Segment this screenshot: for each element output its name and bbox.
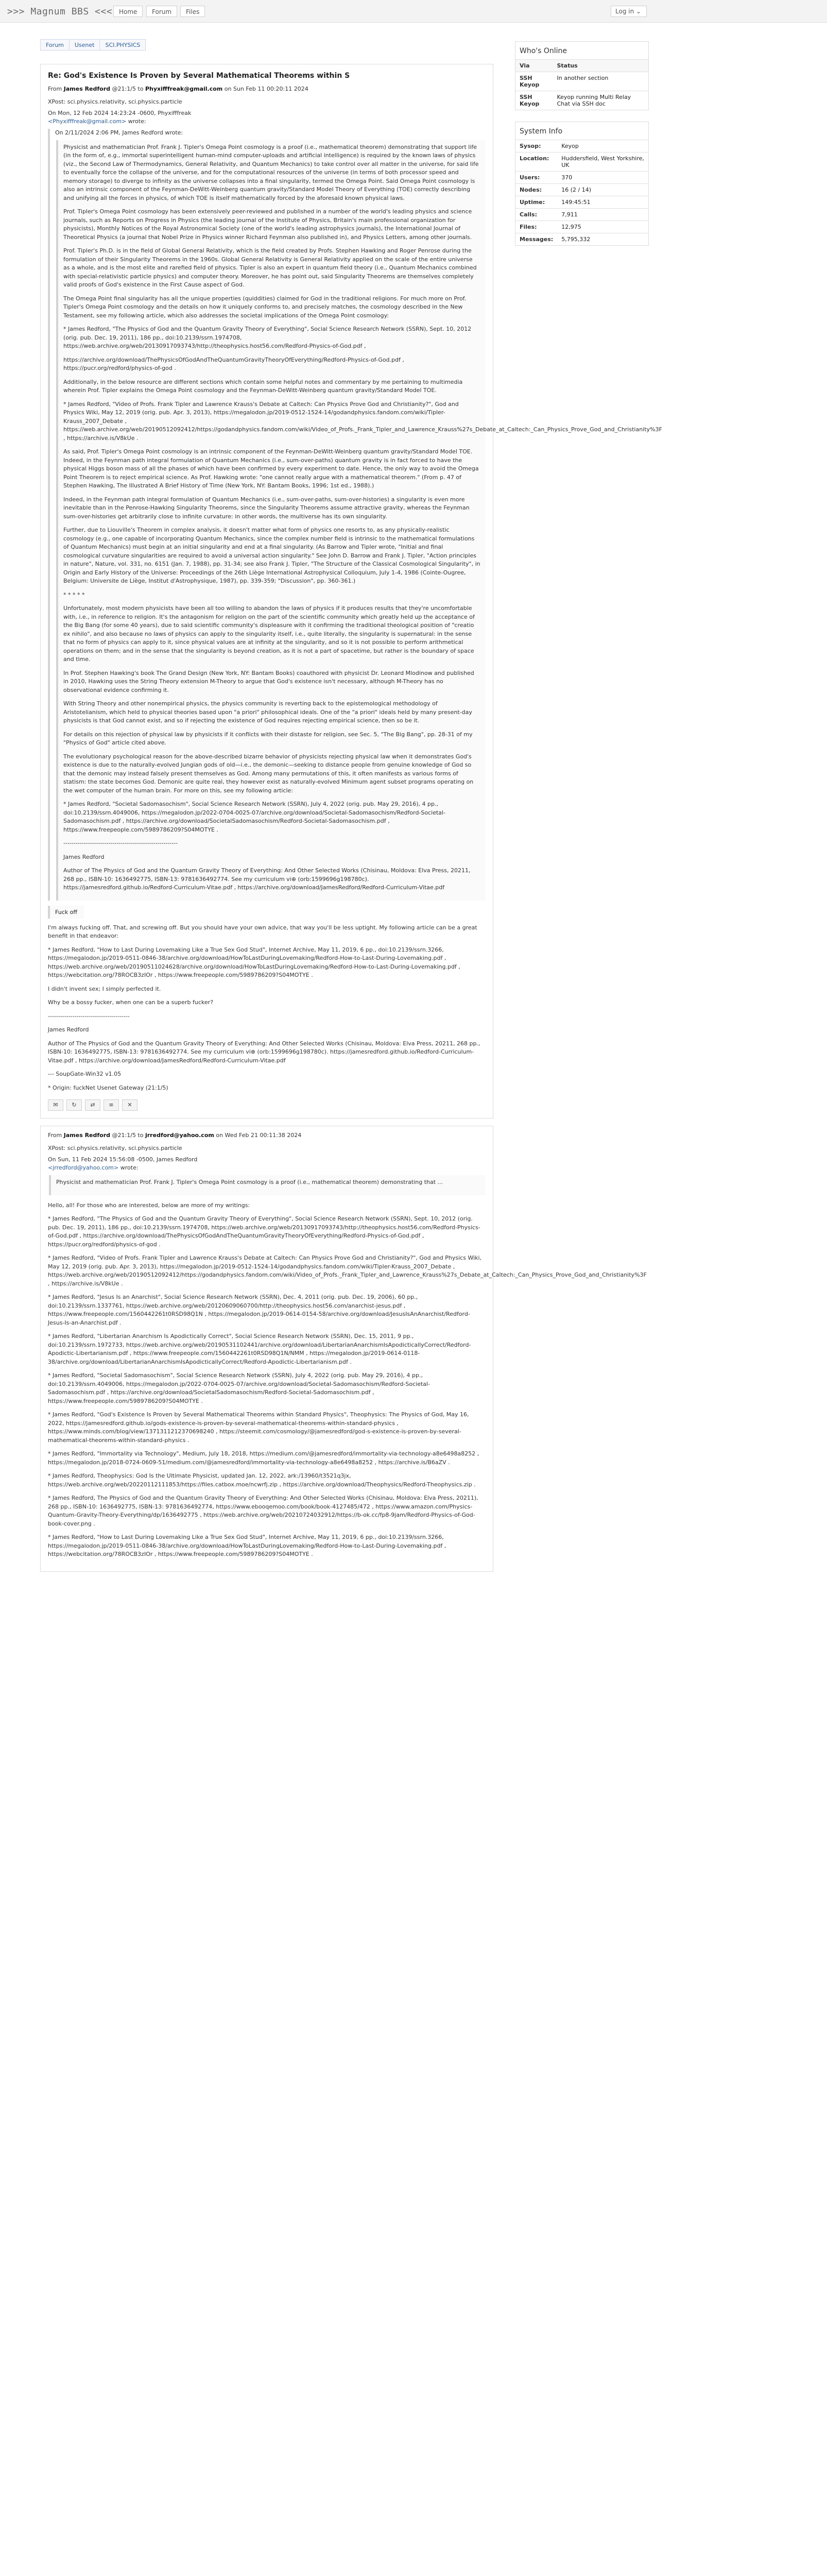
system-info-panel bbox=[515, 122, 649, 246]
delete-icon[interactable]: ✕ bbox=[122, 1099, 137, 1111]
table-row bbox=[515, 152, 648, 172]
quoted-link[interactable]: https://archive.org/download/ThePhysicsOfGodAndTheQuantumGravityTheoryOfEverything/Redford-Physics-of-God.pdf , https://pucr.org/redford/physics-of-god . bbox=[63, 356, 404, 372]
table-row bbox=[515, 184, 648, 196]
body-paragraph: * James Redford, "How to Last During Lovemaking Like a True Sex God Stud", Internet Archive, May 11, 2019, 6 pp., doi:10.2139/ssrn.3266, https://megalodon.jp/2019-0511-0846-38/archive.org/download/HowToLastDuringLovemaking/Redford-How-to-Last-During-Lovemaking.pdf , https://webcitation.org/78ROCB3zIOr , https://www.freepeople.com/5989786209?S04MOTYE . bbox=[48, 1534, 446, 1558]
breadcrumb-sci-physics[interactable]: SCI.PHYSICS bbox=[100, 39, 146, 50]
quoted-paragraph: In Prof. Stephen Hawking's book The Grand Design (New York, NY: Bantam Books) coauthored with physicist Dr. Leonard Mlodinow and published in 2010, Hawking uses the String Theory extension M-Theory to argue that God's existence isn't necessary, although M-Theory has no observational evidence confirming it. bbox=[63, 669, 474, 693]
quoted-sig-name: James Redford bbox=[63, 853, 105, 860]
crosspost-groups: XPost: sci.physics.relativity, sci.physics.particle bbox=[48, 1145, 182, 1152]
quoted-separator: * * * * * bbox=[63, 591, 85, 598]
login-button[interactable]: Log in ⌄ bbox=[611, 6, 647, 17]
info-key: Location: bbox=[515, 152, 557, 172]
quoted-paragraph: Further, due to Liouville's Theorem in complex analysis, it doesn't matter what form of physics one resorts to, as any physically-realistic cosmology (e.g., one capable of incorporating Quantum Mechanics, since the complex number field is intrinsic to the mathematical formulations of Quantum Mechanics) must begin at an initial singularity and end at a final singularity. (As Barrow and Tipler wrote, "Initial and final cosmological curvature singularities are required to avoid a universal action singularity." See John D. Barrow and Frank J. Tipler, "Action principles in nature", Nature, vol. 331, no. 6151 (Jan. 7, 1988), pp. 31-34; see also Frank J. Tipler, "The Structure of the Classical Cosmological Singularity", in Origin and Early History of the Universe: Proceedings of the 26th Liège International Astrophysical Colloquium, July 1-4, 1986 (Cointe-Ougree, Belgium: Universite de Liège, Institut d'Astrophysique, 1987), pp. 339-359; "Discussion", pp. 360-361.) bbox=[63, 527, 480, 585]
breadcrumb-usenet[interactable]: Usenet bbox=[70, 39, 100, 50]
via-cell: SSH Keyop bbox=[515, 91, 553, 110]
whos-online-table bbox=[515, 59, 648, 110]
info-key: Calls: bbox=[515, 209, 557, 221]
quoted-sig-text: Author of The Physics of God and the Quantum Gravity Theory of Everything: And Other Selected Works (Chisinau, Moldova: Elva Press, 20211, 268 pp., ISBN-10: 1636492775, ISBN-13: 9781636492774. See my curriculum vi⊕ (orb:1599696g198780c). https://jamesredford.github.io/Redford-Curriculum-Vitae.pdf , https://archive.org/download/JamesRedford/Redford-Curriculum-Vitae.pdf bbox=[63, 867, 471, 891]
quoted-paragraph: Unfortunately, most modern physicists have been all too willing to abandon the laws of physics if it produces results that they're uncomfortable with, i.e., in reference to religion. It's the antagonism for religion on the part of the scientific community which greatly held up the acceptance of the Big Bang (for some 40 years), due to said scientific community's displeasure with it confirming the traditional theological position of "creatio ex nihilo", and also because no laws of physics can apply to the singularity itself, i.e., quite literally, the singularity is supernatural: in the sense that no form of physics can apply to it, since physical values are at infinity at the singularity, and so it is not possible to perform arithmetical operations on them; and in the sense that the singularity is beyond creation, as it is not a part of spacetime, but rather is the boundary of space and time. bbox=[63, 605, 475, 663]
signature-separator: ---------------------------------------- bbox=[48, 1012, 130, 1020]
body-paragraph: * James Redford, "Immortality via Technology", Medium, July 18, 2018, https://medium.com/@jamesredford/immortality-via-technology-a8e6498a8252 , https://megalodon.jp/2018-0724-0609-51/medium.com/@jamesredford/immortality-via-technology-a8e6498a8252 , https://archive.is/B6aZV . bbox=[48, 1450, 479, 1466]
table-row bbox=[515, 91, 648, 110]
post-header bbox=[48, 85, 486, 93]
quoted-paragraph: Additionally, in the below resource are different sections which contain some helpful notes and commentary by me pertaining to multimedia wherein Prof. Tipler explains the Omega Point cosmology and the Feynman-DeWitt-Weinberg quantum gravity/Standard Model TOE. bbox=[63, 378, 463, 394]
signature-text: Author of The Physics of God and the Quantum Gravity Theory of Everything: And Other Selected Works (Chisinau, Moldova: Elva Press, 20211, 268 pp., ISBN-10: 1636492775, ISBN-13: 9781636492774. See my curriculum vi⊕ (orb:1599696g198780c). https://jamesredford.github.io/Redford-Curriculum-Vitae.pdf , https://archive.org/download/JamesRedford/Redford-Curriculum-Vitae.pdf bbox=[48, 1040, 480, 1064]
breadcrumb-forum[interactable]: Forum bbox=[40, 39, 70, 50]
sidebar bbox=[515, 41, 649, 257]
attribution-end: wrote: bbox=[128, 117, 146, 125]
info-value: 16 (2 / 14) bbox=[557, 184, 648, 196]
table-row bbox=[515, 140, 648, 152]
quoted-paragraph: Indeed, in the Feynman path integral formulation of Quantum Mechanics (i.e., sum-over-paths, sum-over-histories) a singularity is even more inevitable than in the Penrose-Hawking Singularity Theorems, since the Singularity Theorems assume attractive gravity, whereas the Feynman sum-over-histories get arbitrarily close to infinite curvature: in other words, the multiverse has its own singularity. bbox=[63, 496, 470, 520]
col-via: Via bbox=[515, 60, 553, 72]
author-name[interactable]: James Redford bbox=[63, 86, 111, 92]
reply-icon[interactable]: ✉ bbox=[48, 1099, 63, 1111]
quoted-paragraph: With String Theory and other nonempirical physics, the physics community is reverting back to the epistemological methodology of Aristotelianism, which held to physical theories based upon "a priori" philosophical ideals. One of the "a priori" ideals held by many present-day physicists is that God cannot exist, and so if rejecting the existence of God requires rejecting empirical science, then so be it. bbox=[63, 700, 472, 724]
body-paragraph: * James Redford, "The Physics of God and the Quantum Gravity Theory of Everything", Social Science Research Network (SSRN), Sept. 10, 2012 (orig. pub. Dec. 19, 2011), 186 pp., doi:10.2139/ssrn.1974708, https://web.archive.org/web/20130917093743/http://theophysics.host56.com/Redford-Physics-of-God.pdf , https://archive.org/download/ThePhysicsOfGodAndTheQuantumGravityTheoryOfEverything/Redford-Physics-of-God.pdf , https://pucr.org/redford/physics-of-god . bbox=[48, 1215, 480, 1248]
quoted-reply: Fuck off bbox=[48, 906, 84, 919]
quoted-paragraph: The evolutionary psychological reason for the above-described bizarre behavior of physicists rejecting physical law when it demonstrates God's existence is due to the naturally-evolved Jungian gods of old—i.e., the demonic—seeking to distance people from genuine knowledge of God so that the demonic may instead falsely present themselves as God. Among many permutations of this, it often manifests as various forms of statism: the state becomes God. Demonic are quite real, they however exist as naturally-evolved Minimum agent subset programs operating on the wet computer of the human brain. For more on this, see my following article: bbox=[63, 753, 474, 794]
tearline: --- SoupGate-Win32 v1.05 bbox=[48, 1071, 122, 1078]
body-paragraph: * James Redford, "Societal Sadomasochism", Social Science Research Network (SSRN), July 4, 2022 (orig. pub. May 29, 2016), 4 pp., doi:10.2139/ssrn.4049006, https://megalodon.jp/2022-0704-0025-07/archive.org/download/Societal-Sadomasochism/Redford-Societal-Sadomasochism.pdf , https://archive.org/download/SocietalSadomasochism/Redford-Societal-Sadomasochism.pdf , https://www.freepeople.com/5989786209?S04MOTYE . bbox=[48, 1372, 430, 1404]
attribution-text: On Sun, 11 Feb 2024 15:56:08 -0500, James Redford bbox=[48, 1156, 198, 1163]
body-paragraph: Hello, all! For those who are interested, below are more of my writings: bbox=[48, 1201, 250, 1209]
nav-files[interactable]: Files bbox=[180, 6, 205, 17]
attribution-end: wrote: bbox=[120, 1164, 139, 1172]
info-value: 7,911 bbox=[557, 209, 648, 221]
breadcrumb bbox=[40, 39, 146, 50]
body-paragraph: * James Redford, "Libertarian Anarchism Is Apodictically Correct", Social Science Research Network (SSRN), Dec. 15, 2011, 9 pp., doi:10.2139/ssrn.1972733, https://web.archive.org/web/20190531102441/archive.org/download/LibertarianAnarchismIsApodicticallyCorrect/Redford-Apodictic-Libertarianism.pdf , https://www.freepeople.com/1560442261t0RSD98Q1N/NMM , https://megalodon.jp/2019-0614-0118-38/archive.org/download/LibertarianAnarchismIsApodicticallyCorrect/Redford-Apodictic-Libertarianism.pdf . bbox=[48, 1333, 471, 1365]
info-value: 12,975 bbox=[557, 221, 648, 233]
quoted-paragraph: Physicist and mathematician Prof. Frank J. Tipler's Omega Point cosmology is a proof (i.e., mathematical theorem) demonstrating that ... bbox=[56, 1179, 443, 1186]
origin-line: * Origin: fuckNet Usenet Gateway (21:1/5) bbox=[48, 1084, 168, 1091]
table-row bbox=[515, 172, 648, 184]
body-paragraph: * James Redford, Theophysics: God Is the Ultimate Physicist, updated Jan. 12, 2022, ark:/13960/t3521q3jx, https://web.archive.org/web/20220112111853/https://files.catbox.moe/ncwrfj.zip , https://archive.org/download/Theophysics/Redford-Theophysics.zip . bbox=[48, 1472, 476, 1488]
body-paragraph: * James Redford, "How to Last During Lovemaking Like a True Sex God Stud", Internet Archive, May 11, 2019, 6 pp., doi:10.2139/ssrn.3266, https://megalodon.jp/2019-0511-0846-38/archive.org/download/HowToLastDuringLovemaking/Redford-How-to-Last-During-Lovemaking.pdf , https://web.archive.org/web/20190511024628/archive.org/download/HowToLastDuringLovemaking/Redford-How-to-Last-During-Lovemaking.pdf , https://webcitation.org/78ROCB3zIOr , https://www.freepeople.com/5989786209?S04MOTYE . bbox=[48, 946, 460, 979]
post-title: Re: God's Existence Is Proven by Several Mathematical Theorems within S bbox=[48, 72, 350, 80]
attribution-text: On Mon, 12 Feb 2024 14:23:24 -0600, Phyxifffreak bbox=[48, 109, 192, 116]
col-status: Status bbox=[553, 60, 648, 72]
system-info-table bbox=[515, 140, 648, 245]
post-date: on Sun Feb 11 00:20:11 2024 bbox=[224, 86, 308, 92]
post-date: on Wed Feb 21 00:11:38 2024 bbox=[216, 1132, 302, 1139]
body-paragraph: I didn't invent sex; I simply perfected it. bbox=[48, 985, 161, 992]
quote-attribution bbox=[48, 1156, 486, 1172]
info-value: Huddersfield, West Yorkshire, UK bbox=[557, 152, 648, 172]
system-info-title: System Info bbox=[520, 127, 563, 135]
body-paragraph: * James Redford, "God's Existence Is Proven by Several Mathematical Theorems within Standard Physics", Theophysics: The Physics of God, May 16, 2022, https://jamesredford.github.io/gods-existence-is-proven-by-several-mathematical-theorems-within-standard-physics , https://www.minds.com/blog/view/1371311212370698240 , https://steemit.com/cosmology/@jamesredford/god-s-existence-is-proven-by-several-mathematical-theorems-within-standard-physics . bbox=[48, 1411, 469, 1444]
quoted-paragraph: * James Redford, "Video of Profs. Frank Tipler and Lawrence Krauss's Debate at Caltech: Can Physics Prove God and Christianity?", God and Physics Wiki, May 12, 2019 (orig. pub. Apr. 3, 2013), https://megalodon.jp/2019-0512-1524-14/godandphysics.fandom.com/wiki/Tipler-Krauss_2007_Debate , https://web.archive.org/web/20190512092412/https://godandphysics.fandom.com/wiki/Video_of_Profs._Frank_Tipler_and_Lawrence_Krauss%27s_Debate_at_Caltech:_Can_Physics_Prove_God_and_Christianity%3F , https://archive.is/V8kUe . bbox=[63, 400, 662, 442]
body-paragraph: * James Redford, "Video of Profs. Frank Tipler and Lawrence Krauss's Debate at Caltech: Can Physics Prove God and Christianity?", God and Physics Wiki, May 12, 2019 (orig. pub. Apr. 3, 2013), https://megalodon.jp/2019-0512-1524-14/godandphysics.fandom.com/wiki/Tipler-Krauss_2007_Debate , https://web.archive.org/web/20190512092412/https://godandphysics.fandom.com/wiki/Video_of_Profs._Frank_Tipler_and_Lawrence_Krauss%27s_Debate_at_Caltech:_Can_Physics_Prove_God_and_Christianity%3F , https://archive.is/V8kUe . bbox=[48, 1255, 647, 1287]
table-row bbox=[515, 72, 648, 91]
table-row bbox=[515, 196, 648, 209]
info-key: Users: bbox=[515, 172, 557, 184]
table-row bbox=[515, 233, 648, 246]
info-key: Sysop: bbox=[515, 140, 557, 152]
top-bar bbox=[0, 0, 827, 23]
body-paragraph: Why be a bossy fucker, when one can be a superb fucker? bbox=[48, 999, 214, 1006]
author-address: @21:1/5 to bbox=[112, 86, 144, 92]
nav-forum[interactable]: Forum bbox=[146, 6, 177, 17]
menu-icon[interactable]: ≡ bbox=[104, 1099, 119, 1111]
status-cell: Keyop running Multi Relay Chat via SSH doc bbox=[553, 91, 648, 110]
info-key: Uptime: bbox=[515, 196, 557, 209]
quoted-paragraph: The Omega Point final singularity has all the unique properties (quiddities) claimed for God in the traditional religions. For much more on Prof. Tipler's Omega Point cosmology and the details on how it uniquely conforms to, and precisely matches, the cosmology described in the New Testament, see my following article, which also addresses the societal implications of the Omega Point cosmology: bbox=[63, 295, 467, 319]
info-value: 5,795,332 bbox=[557, 233, 648, 246]
body-paragraph: * James Redford, "Jesus Is an Anarchist", Social Science Research Network (SSRN), Dec. 4, 2011 (orig. pub. Dec. 19, 2006), 60 pp., doi:10.2139/ssrn.1337761, https://web.archive.org/web/20120609060700/http://theophysics.host56.com/anarchist-jesus.pdf , https://www.freepeople.com/1560442261t0RSD98Q1N , https://megalodon.jp/2019-0614-0154-58/archive.org/download/JesusIsAnAnarchist/Redford-Jesus-Is-an-Anarchist.pdf . bbox=[48, 1294, 470, 1326]
post-2 bbox=[40, 1126, 647, 1571]
table-row bbox=[515, 221, 648, 233]
quoted-sig-separator: -------------------------------------------------------- bbox=[63, 840, 178, 847]
quoted-paragraph: * James Redford, "Societal Sadomasochism", Social Science Research Network (SSRN), July 4, 2022 (orig. pub. May 29, 2016), 4 pp., doi:10.2139/ssrn.4049006, https://megalodon.jp/2022-0704-0025-07/archive.org/download/Societal-Sadomasochism/Redford-Societal-Sadomasochism.pdf , https://archive.org/download/SocietalSadomasochism/Redford-Societal-Sadomasochism.pdf , https://www.freepeople.com/5989786209?S04MOTYE . bbox=[63, 801, 446, 833]
recipient-name[interactable]: Phyxifffreak@gmail.com bbox=[145, 86, 223, 92]
inner-attribution: On 2/11/2024 2:06 PM, James Redford wrote: bbox=[55, 129, 183, 136]
from-label: From bbox=[48, 86, 62, 92]
whos-online-panel bbox=[515, 41, 649, 110]
status-cell: In another section bbox=[553, 72, 648, 91]
crosspost-groups: XPost: sci.physics.relativity, sci.physics.particle bbox=[48, 98, 182, 105]
body-paragraph: * James Redford, The Physics of God and the Quantum Gravity Theory of Everything: And Other Selected Works (Chisinau, Moldova: Elva Press, 20211), 268 pp., ISBN-10: 1636492775, ISBN-13: 9781636492774, https://www.ebooqemoo.com/book/book-4127485/472 , https://www.amazon.com/Physics-Quantum-Gravity-Theory-Everything/dp/1636492775 , https://web.archive.org/web/20210724032912/https://b-ok.cc/fp8-9jam/Redford-Physics-of-God-book-cover.png . bbox=[48, 1495, 478, 1527]
info-key: Nodes: bbox=[515, 184, 557, 196]
via-cell: SSH Keyop bbox=[515, 72, 553, 91]
post-toolbar bbox=[48, 1099, 486, 1111]
post-header bbox=[48, 1131, 486, 1140]
whos-online-title: Who's Online bbox=[520, 47, 567, 55]
author-name[interactable]: James Redford bbox=[63, 1132, 111, 1139]
recipient-name[interactable]: jrredford@yahoo.com bbox=[145, 1132, 214, 1139]
site-brand[interactable]: >>> Magnum BBS <<< bbox=[7, 6, 113, 17]
attribution-email[interactable]: <jrredford@yahoo.com> bbox=[48, 1164, 119, 1172]
info-key: Messages: bbox=[515, 233, 557, 246]
attribution-email[interactable]: <Phyxifffreak@gmail.com> bbox=[48, 117, 127, 125]
quoted-message bbox=[49, 1175, 486, 1195]
nav-home[interactable]: Home bbox=[113, 6, 143, 17]
signature-name: James Redford bbox=[48, 1026, 89, 1033]
quoted-paragraph: Prof. Tipler's Ph.D. is in the field of Global General Relativity, which is the field created by Profs. Stephen Hawking and Roger Penrose during the formulation of their Singularity Theorems in the 1960s. Global General Relativity is General Relativity applied on the scale of the entire universe as a whole, and is the most elite and rarefied field of physics. Tipler is also an expert in quantum field theory (i.e., Quantum Mechanics combined with special-relativistic particle physics) and computer theory. Moreover, he has point out, said Singularity Theorems are themselves completely valid proofs of God's existence in the First Cause aspect of God. bbox=[63, 247, 477, 289]
quoted-paragraph: Physicist and mathematician Prof. Frank J. Tipler's Omega Point cosmology is a proof (i.e., mathematical theorem) demonstrating that support life (in the form of, e.g., immortal superintelligent human-mind computer-uploads and artificial intelligence) is required by the known laws of physics (viz., the Second Law of Thermodynamics, General Relativity, and Quantum Mechanics) to take control over all matter in the universe, for said life to eventually force the collapse of the universe, and for the computational resources of the universe (in terms of both processor speed and memory storage) to diverge to infinity as the universe collapses into a final singularity, termed the Omega Point. Said Omega Point cosmology is also an intrinsic component of the Feynman-DeWitt-Weinberg quantum gravity/Standard Model Theory of Everything (TOE) correctly describing and unifying all the forces in physics, of which TOE is itself mathematically forced by the aforesaid known physical laws. bbox=[63, 143, 479, 201]
info-key: Files: bbox=[515, 221, 557, 233]
quoted-paragraph: * James Redford, "The Physics of God and the Quantum Gravity Theory of Everything", Social Science Research Network (SSRN), Sept. 10, 2012 (orig. pub. Dec. 19, 2011), 186 pp., doi:10.2139/ssrn.1974708, https://web.archive.org/web/20130917093743/http://theophysics.host56.com/Redford-Physics-of-God.pdf , bbox=[63, 326, 472, 350]
author-address: @21:1/5 to bbox=[112, 1132, 144, 1139]
body-paragraph: I'm always fucking off. That, and screwing off. But you should have your own advice, that way you'll be less uptight. My following article can be a great benefit in that endeavor: bbox=[48, 924, 477, 940]
info-value: 370 bbox=[557, 172, 648, 184]
info-value: 149:45:51 bbox=[557, 196, 648, 209]
refresh-icon[interactable]: ↻ bbox=[66, 1099, 82, 1111]
quoted-paragraph: As said, Prof. Tipler's Omega Point cosmology is an intrinsic component of the Feynman-DeWitt-Weinberg quantum gravity/Standard Model TOE. Indeed, in the Feynman path integral formulation of Quantum Mechanics (i.e., sum-over-paths) quantum gravity is in fact forced to have the physical Higgs boson mass of all the phases of which have been confirmed by every experiment to date. Hence, the only way to avoid the Omega Point Theorem is to reject empirical science. As Prof. Hawking wrote: "one cannot really argue with a mathematical theorem." (From p. 47 of Stephen Hawking, The Illustrated A Brief History of Time (New York, NY: Bantam Books, 1996; 1st ed., 1988).) bbox=[63, 448, 479, 489]
quoted-paragraph: For details on this rejection of physical law by physicists if it conflicts with their distaste for religion, see Sec. 5, "The Big Bang", pp. 28-31 of my "Physics of God" article cited above. bbox=[63, 731, 473, 747]
table-row bbox=[515, 209, 648, 221]
quoted-paragraph: Prof. Tipler's Omega Point cosmology has been extensively peer-reviewed and published in a number of the world's leading physics and science journals, such as Reports on Progress in Physics (the leading journal of the Institute of Physics, Britain's main professional organization for physicists), Monthly Notices of the Royal Astronomical Society (one of the world's leading astrophysics journals), the International Journal of Theoretical Physics (a journal that Nobel Prize in Physics winner Richard Feynman also published in), and Physics Letters, among other journals. bbox=[63, 208, 472, 241]
info-value: Keyop bbox=[557, 140, 648, 152]
forward-icon[interactable]: ⇄ bbox=[85, 1099, 100, 1111]
from-label: From bbox=[48, 1132, 62, 1139]
quote-attribution bbox=[48, 109, 486, 126]
